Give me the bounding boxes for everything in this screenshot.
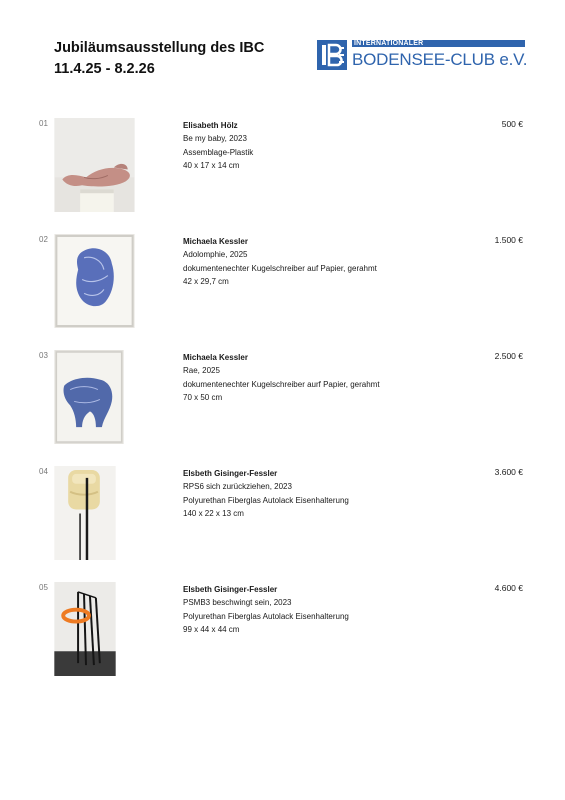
artwork-info (183, 583, 349, 636)
artwork-size: 40 x 17 x 14 cm (183, 160, 240, 170)
artwork-medium: dokumentenechter Kugelschreiber aurf Papier, gerahmt (183, 379, 380, 389)
item-number: 02 (39, 235, 48, 244)
logo-top-text: INTERNATIONALER (354, 40, 424, 47)
artwork-image (54, 582, 116, 676)
artwork-image (54, 350, 124, 444)
artwork-item (0, 119, 565, 229)
artwork-medium: Polyurethan Fiberglas Autolack Eisenhalterung (183, 495, 349, 505)
ibc-logo (317, 40, 528, 70)
artwork-price: 3.600 € (494, 467, 523, 477)
artwork-item (0, 351, 565, 461)
item-number: 01 (39, 119, 48, 128)
artwork-item (0, 467, 565, 577)
artwork-title: Be my baby, 2023 (183, 134, 247, 144)
artwork-image (54, 466, 116, 560)
artwork-price: 4.600 € (494, 583, 523, 593)
artwork-info (183, 351, 380, 404)
artwork-size: 140 x 22 x 13 cm (183, 508, 244, 518)
artwork-title: Rae, 2025 (183, 366, 220, 376)
artwork-price: 2.500 € (494, 351, 523, 361)
artist-name: Elsbeth Gisinger-Fessler (183, 585, 278, 594)
artwork-image (54, 234, 135, 328)
artwork-info (183, 235, 377, 288)
item-number: 03 (39, 351, 48, 360)
artist-name: Michaela Kessler (183, 237, 248, 246)
artist-name: Elisabeth Hölz (183, 121, 238, 130)
page-header (54, 38, 264, 80)
item-number: 04 (39, 467, 48, 476)
exhibition-dates: 11.4.25 - 8.2.26 (54, 61, 155, 77)
artist-name: Michaela Kessler (183, 353, 248, 362)
artwork-info (183, 119, 253, 172)
artwork-medium: Assemblage-Plastik (183, 147, 254, 157)
artwork-title: PSMB3 beschwingt sein, 2023 (183, 598, 292, 608)
artwork-price: 1.500 € (494, 235, 523, 245)
artwork-image (54, 118, 135, 212)
artwork-size: 42 x 29,7 cm (183, 276, 229, 286)
logo-main-text: BODENSEE-CLUB e.V. (352, 50, 528, 69)
artwork-medium: Polyurethan Fiberglas Autolack Eisenhalterung (183, 611, 349, 621)
page-title: Jubiläumsausstellung des IBC (54, 40, 265, 56)
artwork-size: 99 x 44 x 44 cm (183, 624, 240, 634)
artwork-info (183, 467, 349, 520)
artwork-medium: dokumentenechter Kugelschreiber auf Papier, gerahmt (183, 263, 377, 273)
artwork-title: Adolomphie, 2025 (183, 250, 248, 260)
artist-name: Elsbeth Gisinger-Fessler (183, 469, 278, 478)
ibc-logo-mark-icon (317, 40, 347, 70)
item-number: 05 (39, 583, 48, 592)
artwork-title: RPS6 sich zurückziehen, 2023 (183, 482, 292, 492)
artwork-price: 500 € (501, 119, 523, 129)
artwork-item (0, 235, 565, 345)
artwork-size: 70 x 50 cm (183, 392, 223, 402)
artwork-item (0, 583, 565, 693)
